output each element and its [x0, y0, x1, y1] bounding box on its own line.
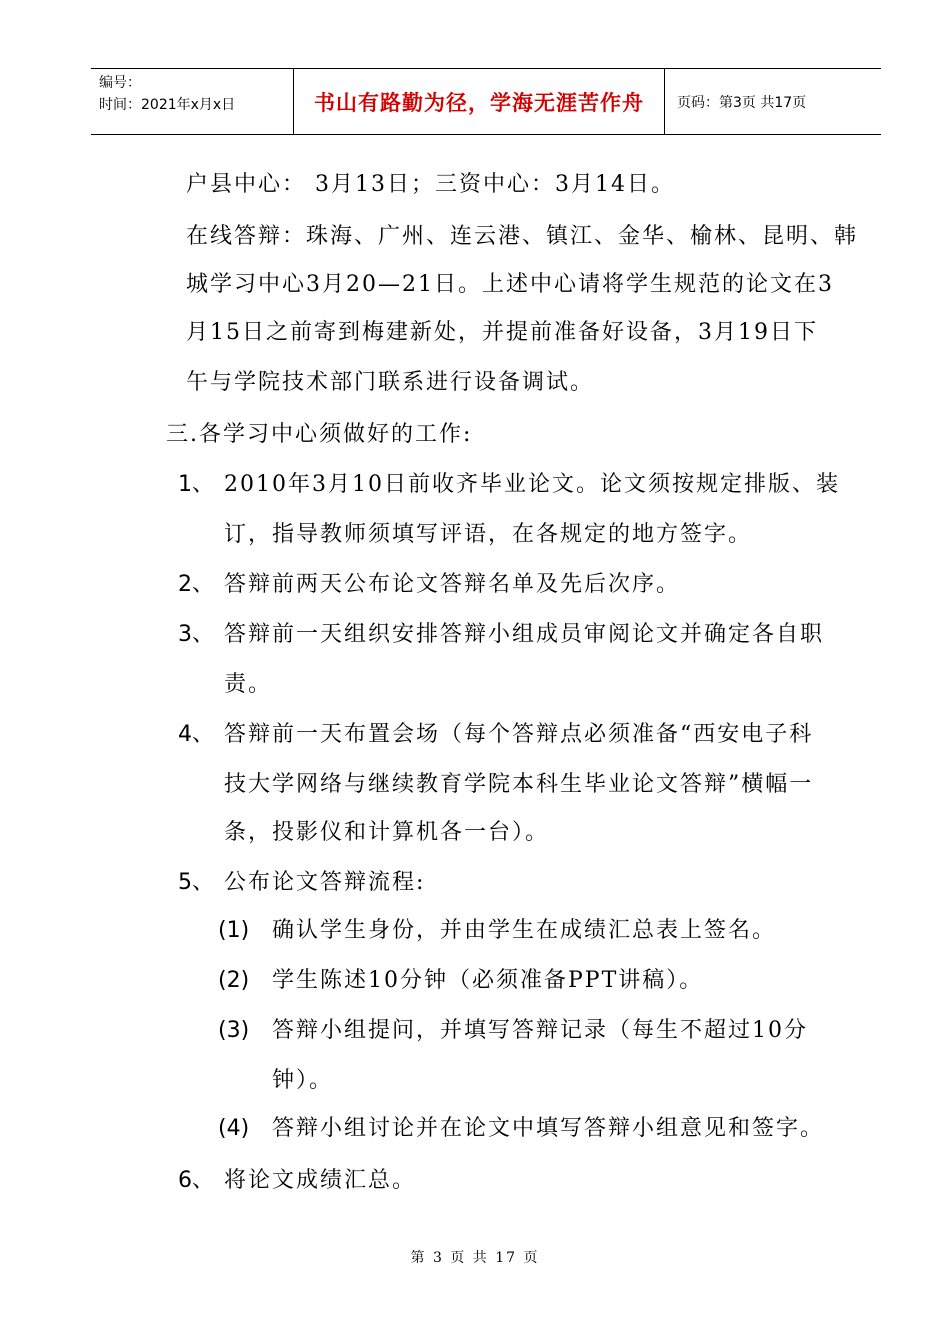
body-line: 在线答辩：珠海、广州、连云港、镇江、金华、榆林、昆明、韩 — [186, 224, 859, 249]
item-text: 公布论文答辩流程: — [224, 870, 426, 895]
subitem-text: 学生陈述10分钟（必须准备PPT讲稿）。 — [272, 968, 704, 993]
item-text: 责。 — [224, 672, 273, 697]
item-text: 答辩前两天公布论文答辩名单及先后次序。 — [224, 572, 681, 597]
time-label: 时间：2021年x月x日 — [99, 97, 236, 113]
subitem-number: (1) — [218, 918, 250, 943]
page-footer: 第 3 页 共 17 页 — [410, 1250, 540, 1266]
motto-text: 书山有路勤为径，学海无涯苦作舟 — [314, 90, 644, 115]
item-number: 1、 — [178, 472, 214, 497]
header-page-info: 页码：第3页 共17页 — [677, 94, 807, 111]
header-motto — [293, 69, 665, 134]
item-number: 5、 — [178, 870, 214, 895]
item-text: 答辩前一天组织安排答辩小组成员审阅论文并确定各自职 — [224, 622, 825, 647]
item-text: 订，指导教师须填写评语，在各规定的地方签字。 — [224, 522, 753, 547]
item-number: 6、 — [178, 1168, 214, 1193]
body-line: 户县中心： 3月13日；三资中心：3月14日。 — [186, 172, 675, 197]
subitem-text: 钟）。 — [272, 1068, 334, 1093]
subitem-number: (3) — [218, 1018, 250, 1043]
subitem-text: 答辩小组提问，并填写答辩记录（每生不超过10分 — [272, 1018, 808, 1043]
item-number: 2、 — [178, 572, 214, 597]
subitem-number: (4) — [218, 1116, 250, 1141]
header-meta — [91, 69, 293, 134]
body-line: 城学习中心3月20—21日。上述中心请将学生规范的论文在3 — [186, 272, 834, 297]
item-text: 2010年3月10日前收齐毕业论文。论文须按规定排版、装 — [224, 472, 840, 497]
subitem-number: (2) — [218, 968, 250, 993]
item-text: 技大学网络与继续教育学院本科生毕业论文答辩”横幅一 — [224, 772, 814, 797]
item-number: 3、 — [178, 622, 214, 647]
item-text: 答辩前一天布置会场（每个答辩点必须准备“西安电子科 — [224, 722, 814, 747]
subitem-text: 确认学生身份，并由学生在成绩汇总表上签名。 — [272, 918, 777, 943]
item-text: 条，投影仪和计算机各一台）。 — [224, 820, 550, 845]
page-header — [91, 68, 881, 135]
number-label: 编号： — [99, 75, 141, 91]
item-text: 将论文成绩汇总。 — [224, 1168, 417, 1193]
body-line: 月15日之前寄到梅建新处，并提前准备好设备，3月19日下 — [186, 320, 818, 345]
item-number: 4、 — [178, 722, 214, 747]
body-line: 午与学院技术部门联系进行设备调试。 — [186, 370, 595, 395]
subitem-text: 答辩小组讨论并在论文中填写答辩小组意见和签字。 — [272, 1116, 825, 1141]
section-heading: 三.各学习中心须做好的工作: — [166, 422, 473, 447]
